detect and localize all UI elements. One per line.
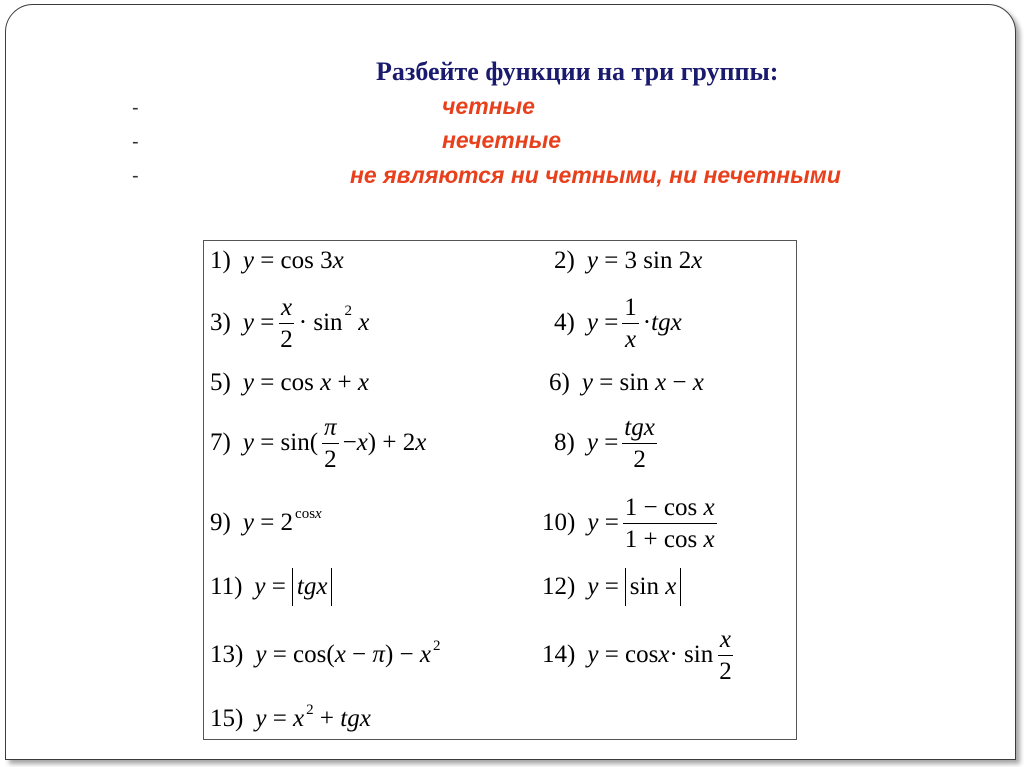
bullet-dash-3: - [132,165,139,187]
function-6 [549,353,704,413]
bullet-dash-1: - [132,97,139,119]
function-4 [554,293,682,353]
function-number: 3) [210,309,231,336]
function-15 [210,689,371,749]
function-9 [210,493,322,553]
bullet-dash-2: - [132,131,139,153]
function-number: 8) [554,429,575,456]
function-12 [542,557,681,617]
function-expr: y = x $^2$ + tgx [255,702,371,732]
function-5 [210,353,369,413]
group-odd: нечетные [442,127,562,153]
function-expr: y = $\frac{\text{1 − cos x}}{\text{1 + cos x}}$ [587,493,715,553]
function-number: 4) [554,309,575,336]
function-expr: y = $\frac{1}{x}$ · tgx [586,293,682,353]
function-number: 6) [549,369,570,396]
function-2 [554,231,702,291]
function-11 [210,557,332,617]
function-13 [210,625,440,685]
function-number: 11) [210,573,243,600]
function-expr: y = cos x + x [242,369,369,396]
function-number: 13) [210,641,244,668]
function-7 [210,413,426,473]
task-title: Разбейте функции на три группы: [376,57,779,86]
function-expr: y = cos x · sin $\frac{x}{2}$ [587,625,732,685]
function-expr: y = $\frac{x}{2}$ · sin 2 x [242,293,370,353]
function-8 [554,413,661,473]
function-3 [210,293,369,353]
function-expr: y = 2 $^{cosx}$ [242,506,322,536]
function-expr: y = tgx [254,568,332,606]
function-expr: y = cos 3x [242,247,344,274]
function-number: 9) [210,509,231,536]
functions-box [203,240,797,740]
function-number: 15) [210,705,244,732]
function-10 [542,493,721,553]
function-expr: y = cos(x − π) − x $^2$ [255,638,441,668]
function-number: 10) [542,509,576,536]
function-expr: y = $\frac{\text{tgx}}{2}$ [586,413,655,473]
function-expr: y = sin x [587,568,681,606]
function-number: 14) [542,641,576,668]
function-number: 5) [210,369,231,396]
function-14 [542,625,738,685]
function-number: 2) [554,247,575,274]
function-1 [210,231,344,291]
function-number: 7) [210,429,231,456]
function-number: 12) [542,573,576,600]
function-expr: y = 3 sin 2x [586,247,703,274]
function-expr: y = sin x − x [581,369,704,396]
group-neither: не являются ни четными, ни нечетными [350,162,841,188]
group-even: четные [442,93,535,119]
function-number: 1) [210,247,231,274]
function-expr: y = sin( $\frac{\pi}{2}$ − x ) + 2 x [242,413,427,473]
